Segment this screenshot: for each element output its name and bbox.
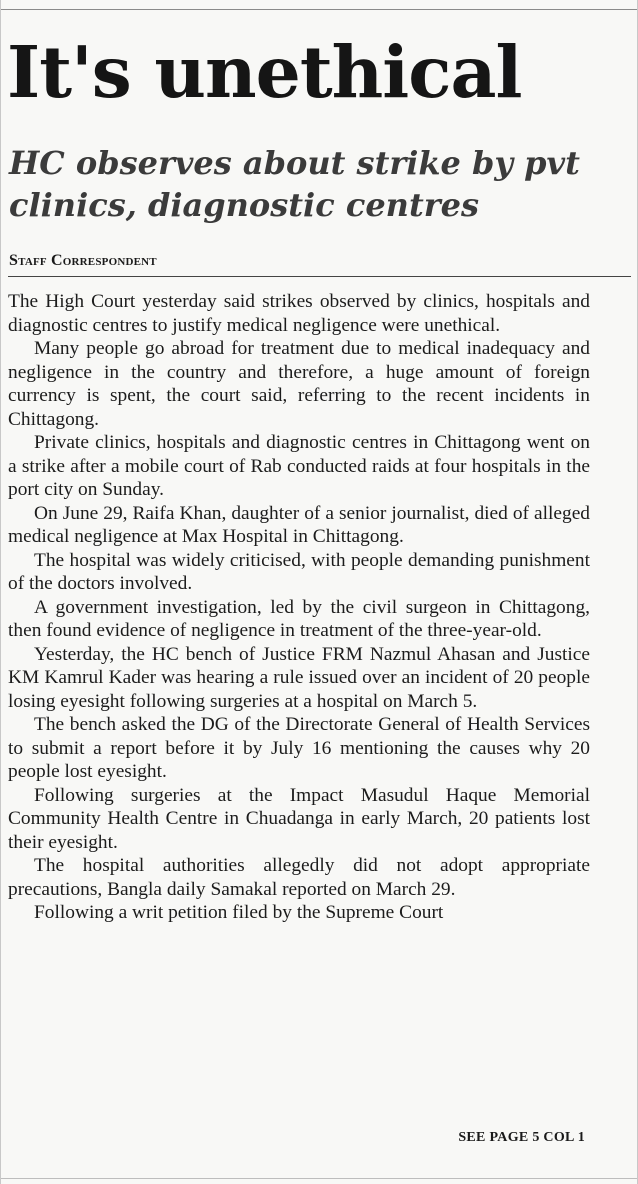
paragraph: Private clinics, hospitals and diagnostic centres in Chittagong went on a strike after a mobile court of Rab conducted raids at four hospitals in the port city on Sunday. xyxy=(8,432,590,500)
paragraph: Many people go abroad for treatment due to medical inadequacy and negligence in the country and therefore, a huge amount of foreign currency is spent, the court said, referring to the recent incidents in Chittagong. xyxy=(8,338,590,430)
subheadline: HC observes about strike by pvt clinics, diagnostic centres xyxy=(9,144,580,224)
paragraph: The bench asked the DG of the Directorate General of Health Services to submit a report before it by July 16 mentioning the causes why 20 people lost eyesight. xyxy=(8,714,590,782)
paragraph: Following surgeries at the Impact Masudul Haque Memorial Community Health Centre in Chuadanga in early March, 20 patients lost their eyesight. xyxy=(8,784,590,853)
paragraph: Following a writ petition filed by the Supreme Court xyxy=(34,902,444,923)
headline: It's unethical xyxy=(7,30,522,114)
paragraph: On June 29, Raifa Khan, daughter of a senior journalist, died of alleged medical negligence at Max Hospital in Chittagong. xyxy=(8,502,590,547)
byline-divider xyxy=(8,276,631,277)
bottom-divider xyxy=(1,1178,637,1179)
paragraph: The High Court yesterday said strikes observed by clinics, hospitals and diagnostic centres to justify medical negligence were unethical. xyxy=(8,291,590,336)
continuation-line: SEE PAGE 5 COL 1 xyxy=(458,1130,585,1145)
article-body xyxy=(8,290,590,925)
paragraph: A government investigation, led by the civil surgeon in Chittagong, then found evidence of negligence in treatment of the three-year-old. xyxy=(8,596,590,641)
byline: Staff Correspondent xyxy=(9,252,157,269)
paragraph: Yesterday, the HC bench of Justice FRM Nazmul Ahasan and Justice KM Kamrul Kader was hearing a rule issued over an incident of 20 people losing eyesight following surgeries at a hospital on March 5. xyxy=(8,643,590,712)
paragraph: The hospital was widely criticised, with people demanding punishment of the doctors involved. xyxy=(8,549,590,594)
paragraph: The hospital authorities allegedly did not adopt appropriate precautions, Bangla daily Samakal reported on March 29. xyxy=(8,855,590,900)
top-divider xyxy=(1,9,637,10)
